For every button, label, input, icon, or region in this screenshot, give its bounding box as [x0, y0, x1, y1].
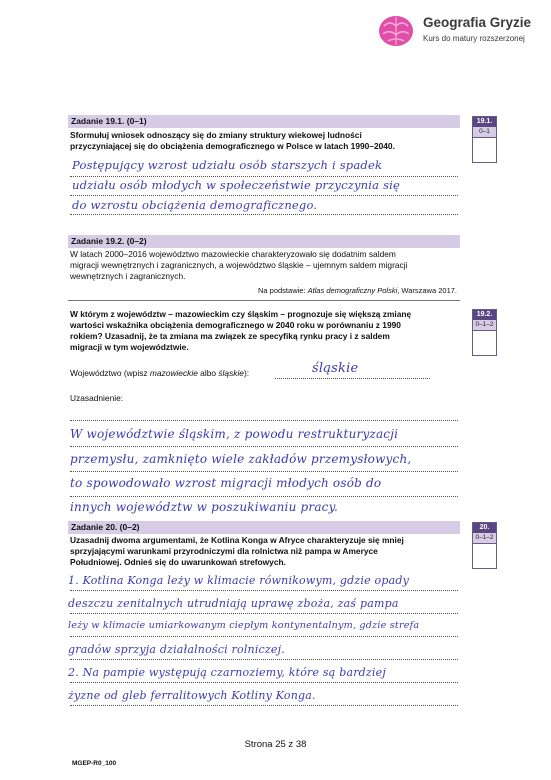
- task-20-title: Zadanie 20. (0–2): [68, 521, 460, 534]
- section-divider: [68, 300, 460, 301]
- task-19-2-title: Zadanie 19.2. (0–2): [68, 235, 460, 248]
- answer-line: [70, 214, 458, 215]
- handwritten-answer-line: Postępujący wzrost udziału osób starszych i spadek: [72, 158, 383, 172]
- brain-icon: [378, 14, 414, 48]
- answer-line: [70, 705, 458, 706]
- answer-line: [70, 682, 458, 683]
- handwritten-answer-line: do wzrostu obciążenia demograficznego.: [72, 198, 318, 212]
- score-label: 19.2.: [473, 310, 496, 320]
- task-19-2-intro-line: W latach 2000–2016 województwo mazowieckie charakteryzowało się dodatnim saldem: [70, 249, 396, 259]
- score-label: 19.1.: [473, 117, 496, 127]
- task-19-2-question-line: rokiem? Uzasadnij, że ta zmiana ma związek ze specyfiką rynku pracy i z saldem: [70, 331, 390, 341]
- handwritten-answer-line: gradów sprzyja działalności rolniczej.: [68, 643, 285, 656]
- answer-line: [70, 636, 458, 637]
- handwritten-answer-line: 1. Kotlina Konga leży w klimacie równikowym, gdzie opady: [68, 574, 410, 587]
- score-box-19-1: [472, 116, 497, 163]
- task-20-question-line: Południowej. Odnieś się do uwarunkowań strefowych.: [70, 557, 286, 567]
- brand-subtitle: Kurs do matury rozszerzonej: [423, 34, 525, 43]
- answer-line: [70, 446, 458, 447]
- task-19-2-intro-line: migracji wewnętrznych i zagranicznych, a województwo śląskie – ujemnym saldem migracji: [70, 260, 408, 270]
- task-19-1-question-line: przyczyniającej się do obciążenia demograficznego w Polsce w latach 1990–2040.: [70, 141, 395, 151]
- brand-title: Geografia Gryzie: [423, 15, 532, 30]
- handwritten-answer-line: W województwie śląskim, z powodu restrukturyzacji: [70, 427, 399, 441]
- handwritten-answer-line: udziału osób młodych w społeczeństwie przyczynia się: [72, 178, 401, 192]
- handwritten-answer-line: 2. Na pampie występują czarnoziemy, które są bardziej: [68, 666, 386, 679]
- task-19-2-question-line: wartości wskaźnika obciążenia demograficznego w 2040 roku w porównaniu z 1990: [70, 320, 401, 330]
- answer-line: [70, 471, 458, 472]
- score-points: 0–1: [473, 127, 496, 137]
- handwritten-answer-line: innych województw w poszukiwaniu pracy.: [70, 500, 339, 514]
- handwritten-answer-line: żyzne od gleb ferralitowych Kotliny Konga.: [68, 689, 316, 702]
- task-19-2-question-line: migracji w tym województwie.: [70, 342, 189, 352]
- answer-line: [70, 659, 458, 660]
- answer-line: [70, 176, 458, 177]
- score-points: 0–1–2: [473, 533, 496, 543]
- handwritten-answer-line: to spowodowało wzrost migracji młodych osób do: [70, 476, 382, 490]
- score-box-19-2: [472, 309, 497, 356]
- task-19-1-title: Zadanie 19.1. (0–1): [68, 115, 460, 128]
- justification-label: Uzasadnienie:: [70, 393, 124, 403]
- task-19-1-question-line: Sformułuj wniosek odnoszący się do zmiany struktury wiekowej ludności: [70, 130, 362, 140]
- answer-line: [70, 496, 458, 497]
- page-number: Strona 25 z 38: [244, 739, 307, 750]
- score-field[interactable]: [473, 330, 496, 355]
- handwritten-answer-line: przemysłu, zamknięto wiele zakładów przemysłowych,: [70, 452, 412, 466]
- task-19-2-question-line: W którym z województw – mazowieckim czy śląskim – prognozuje się większą zmianę: [70, 309, 412, 319]
- task-20-question-line: sprzyjającymi warunkami przyrodniczymi dla rolnictwa niż pampa w Ameryce: [70, 546, 378, 556]
- score-points: 0–1–2: [473, 320, 496, 330]
- answer-line: [70, 195, 458, 196]
- score-label: 20.: [473, 523, 496, 533]
- voivodeship-field[interactable]: [275, 378, 430, 379]
- answer-line: [70, 590, 458, 591]
- task-19-2-intro-line: wewnętrznych i zagranicznych.: [70, 271, 186, 281]
- handwritten-answer-line: leży w klimacie umiarkowanym ciepłym kontynentalnym, gdzie strefa: [68, 620, 420, 631]
- answer-line: [70, 613, 458, 614]
- source-citation: Na podstawie: Atlas demograficzny Polski, Warszawa 2017.: [258, 286, 457, 295]
- voivodeship-answer: śląskie: [312, 361, 359, 376]
- score-field[interactable]: [473, 137, 496, 162]
- document-code: MGEP-R0_100: [72, 760, 117, 767]
- voivodeship-label: Województwo (wpisz mazowieckie albo śląskie):: [70, 368, 250, 378]
- score-box-20: [472, 522, 497, 569]
- score-field[interactable]: [473, 543, 496, 568]
- answer-line: [70, 420, 458, 421]
- handwritten-answer-line: deszczu zenitalnych utrudniają uprawę zboża, zaś pampa: [68, 597, 399, 610]
- task-20-question-line: Uzasadnij dwoma argumentami, że Kotlina Konga w Afryce charakteryzuje się mniej: [70, 535, 404, 545]
